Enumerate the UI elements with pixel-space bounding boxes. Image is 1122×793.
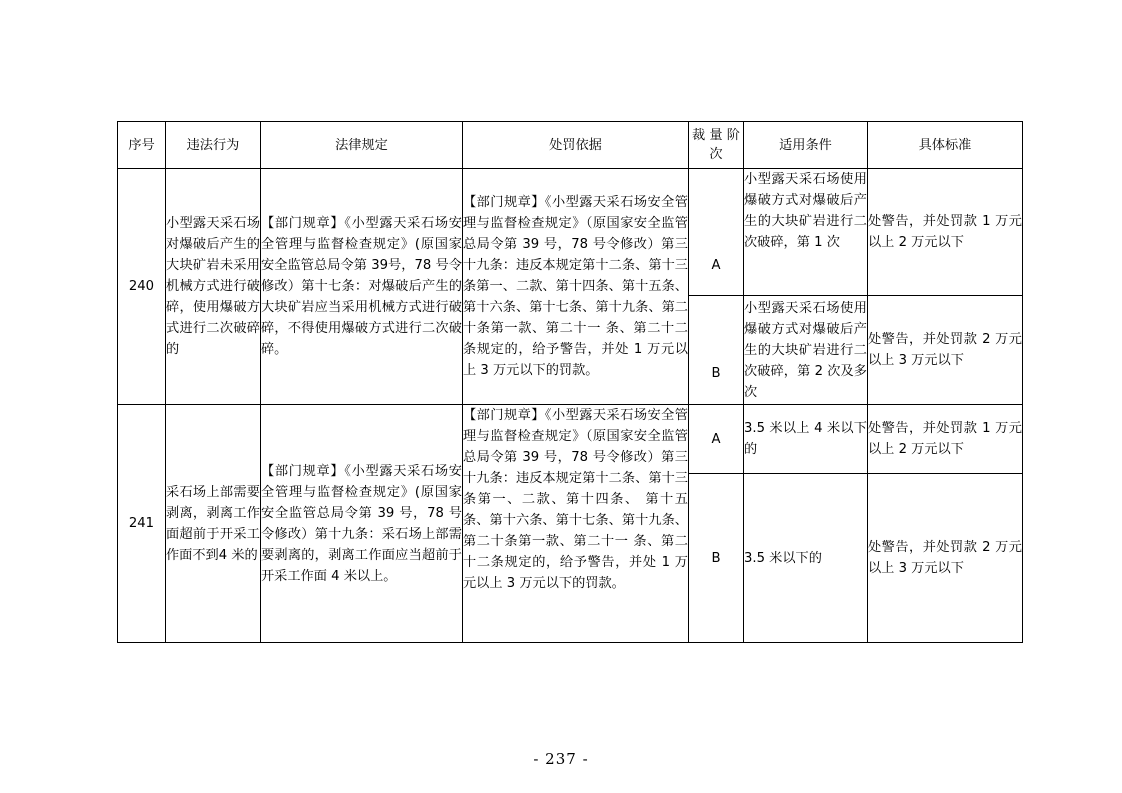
level-cell: B [689,296,744,405]
penalty-standards-table [117,121,1023,643]
table-header-row [118,122,1023,169]
seq-cell: 240 [118,169,166,405]
standard-cell: 处警告，并处罚款 1 万元以上 2 万元以下 [868,405,1023,474]
law-cell: 【部门规章】《小型露天采石场安全管理与监督检查规定》(原国家安全监管总局令第 39 号，78 号令修改）第十九条：采石场上部需要剥离的，剥离工作面应当超前于开采工作面 4 米以上。 [261,405,463,643]
header-standard: 具体标准 [868,122,1023,169]
header-seq: 序号 [118,122,166,169]
condition-cell: 3.5 米以上 4 米以下的 [744,405,868,474]
condition-cell: 3.5 米以下的 [744,474,868,643]
basis-cell: 【部门规章】《小型露天采石场安全管理与监督检查规定》（原国家安全监管总局令第 39 号，78 号令修改）第三十九条：违反本规定第十二条、第十三条第一、二款、第十四条、 第十五条、第十六条、第十七条、第十九条、第二十条第一款、第二十一 条、第二十二条规定的，给予警告，并处 1 万元以上 3 万元以下的罚款。 [463,405,689,643]
seq-cell: 241 [118,405,166,643]
header-condition: 适用条件 [744,122,868,169]
header-level: 裁 量 阶次 [689,122,744,169]
condition-cell: 小型露天采石场使用爆破方式对爆破后产生的大块矿岩进行二次破碎，第 2 次及多次 [744,296,868,405]
behavior-cell: 采石场上部需要剥离，剥离工作面超前于开采工作面不到4 米的 [166,405,261,643]
table-row [118,405,1023,474]
header-behavior: 违法行为 [166,122,261,169]
header-law: 法律规定 [261,122,463,169]
behavior-cell: 小型露天采石场对爆破后产生的大块矿岩未采用机械方式进行破碎，使用爆破方式进行二次破碎的 [166,169,261,405]
header-basis: 处罚依据 [463,122,689,169]
condition-cell: 小型露天采石场使用爆破方式对爆破后产生的大块矿岩进行二次破碎，第 1 次 [744,169,868,296]
table-row [118,169,1023,296]
law-cell: 【部门规章】《小型露天采石场安全管理与监督检查规定》(原国家安全监管总局令第 39号，78 号令修改）第十七条：对爆破后产生的大块矿岩应当采用机械方式进行破碎，不得使用爆破方式进行二次破碎。 [261,169,463,405]
standard-cell: 处警告，并处罚款 2 万元以上 3 万元以下 [868,474,1023,643]
level-cell: A [689,405,744,474]
level-cell: B [689,474,744,643]
basis-cell: 【部门规章】《小型露天采石场安全管理与监督检查规定》（原国家安全监管总局令第 39 号，78 号令修改）第三十九条：违反本规定第十二条、第十三条第一、二款、第十四条、第十五条、第十六条、第十七条、第十九条、第二十条第一款、第二十一 条、第二十二条规定的，给予警告，并处 1 万元以上 3 万元以下的罚款。 [463,169,689,405]
page-number: - 237 - [533,750,589,768]
standard-cell: 处警告，并处罚款 1 万元以上 2 万元以下 [868,169,1023,296]
standard-cell: 处警告，并处罚款 2 万元以上 3 万元以下 [868,296,1023,405]
level-cell: A [689,169,744,296]
